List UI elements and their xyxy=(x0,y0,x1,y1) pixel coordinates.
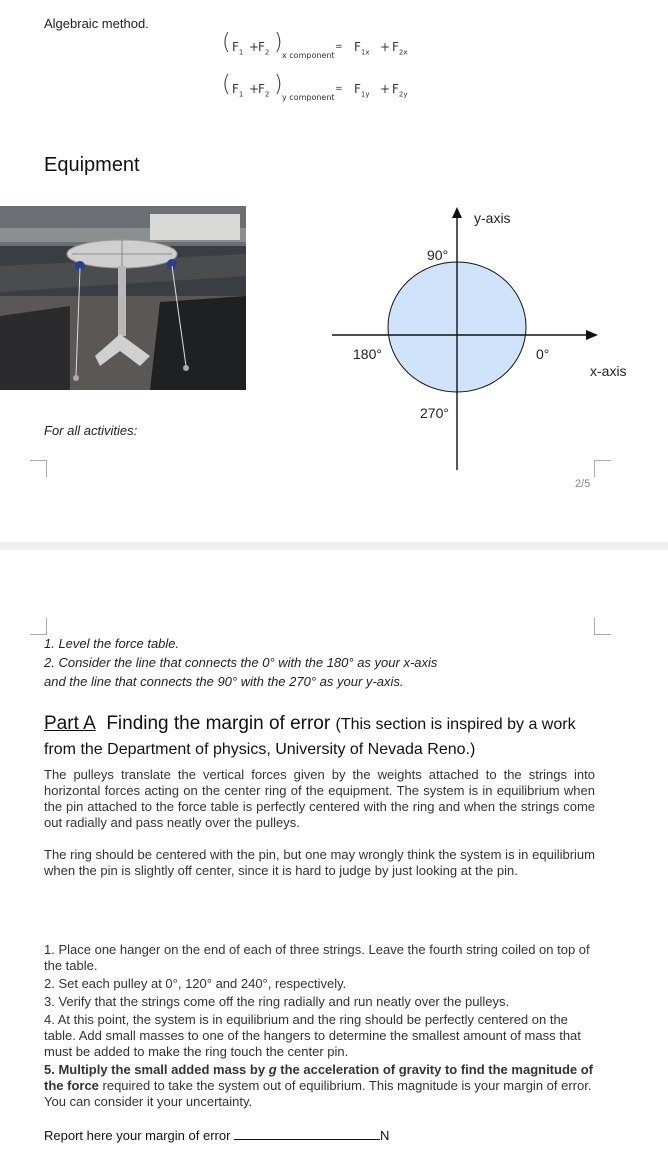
margin-of-error-blank[interactable] xyxy=(234,1139,380,1140)
intro-step-2-cont: and the line that connects the 90° with the 270° as your y-axis. xyxy=(44,674,404,689)
f2-symbol: $F_2$ xyxy=(258,82,270,99)
f1-symbol: $F_1$ xyxy=(232,82,244,99)
x-axis-arrow-icon xyxy=(586,330,598,340)
report-margin-row xyxy=(44,1128,389,1143)
part-a-label: Part A xyxy=(44,713,96,734)
component-label: y component xyxy=(282,93,335,102)
f1y-symbol: $F_{1y}$ xyxy=(354,82,370,99)
angle-180-label: 180° xyxy=(353,346,382,362)
angle-0-label: 0° xyxy=(536,346,550,362)
paragraph-1 xyxy=(44,767,595,831)
procedure-list xyxy=(44,942,595,1110)
page-corner-mark xyxy=(594,460,611,477)
page-number: 2/5 xyxy=(575,478,591,490)
f1-symbol: $F_1$ xyxy=(232,40,244,57)
procedure-step-3: 3. Verify that the strings come off the ring radially and run neatly over the pulleys. xyxy=(44,994,510,1009)
force-table-photo xyxy=(0,206,246,390)
part-a-title: Finding the margin of error xyxy=(106,713,331,734)
angle-270-label: 270° xyxy=(420,405,449,421)
equation-y-component: ( $F_1$ + $F_2$ ) y component = $F_{1y}$ + $F_{2y}$ xyxy=(222,72,408,102)
component-label: x component xyxy=(282,51,335,60)
f2x-symbol: $F_{2x}$ xyxy=(392,40,408,57)
equipment-heading: Equipment xyxy=(44,154,140,176)
x-axis-label: x-axis xyxy=(590,363,627,379)
angle-90-label: 90° xyxy=(427,247,449,263)
y-axis-arrow-icon xyxy=(452,207,462,218)
plus-sign: + xyxy=(249,40,260,54)
procedure-step-4: 4. At this point, the system is in equilibrium and the ring should be perfectly centered on the table. Add small masses to one of the hangers to determine the smallest amount of mass that must be added to make the ring touch the center pin. xyxy=(44,1012,581,1059)
paren-open: ( xyxy=(222,30,231,55)
algebraic-method-label: Algebraic method. xyxy=(44,16,149,31)
procedure-step-5: 5. Multiply the small added mass by g the acceleration of gravity to find the magnitude of the force required to take the system out of equilibrium. This magnitude is your margin of error. You can consider it your uncertainty. xyxy=(44,1062,594,1109)
page-separator xyxy=(0,542,668,550)
y-axis-label: y-axis xyxy=(474,210,511,226)
equals-sign: = xyxy=(335,84,343,94)
paragraph-1-text: The pulleys translate the vertical forces given by the weights attached to the strings into horizontal forces acting on the center ring of the equipment. The system is in equilibrium when the pin attached to the force table is perfectly centered with the ring and when the strings come out radially and pass neatly over the pulleys. xyxy=(44,767,595,830)
report-label: Report here your margin of error xyxy=(44,1128,231,1143)
axes-diagram xyxy=(330,205,640,475)
part-a-note: (This section is inspired by a work from the Department of physics, University of Nevada Reno.) xyxy=(44,716,576,758)
paragraph-2-text: The ring should be centered with the pin, but one may wrongly think the system is in equilibrium when the pin is slightly off center, since it is hard to judge by just looking at the pin. xyxy=(44,847,595,878)
f2y-symbol: $F_{2y}$ xyxy=(392,82,408,99)
f2-symbol: $F_2$ xyxy=(258,40,270,57)
page-corner-mark xyxy=(30,460,47,477)
paren-close: ) xyxy=(274,72,283,97)
paren-open: ( xyxy=(222,72,231,97)
part-a-heading xyxy=(44,712,609,762)
equals-sign: = xyxy=(335,42,343,52)
page-corner-mark xyxy=(594,618,611,635)
procedure-step-1: 1. Place one hanger on the end of each of three strings. Leave the fourth string coiled on top of the table. xyxy=(44,942,590,973)
intro-step-2: 2. Consider the line that connects the 0° with the 180° as your x-axis xyxy=(44,655,438,670)
plus-sign: + xyxy=(249,82,260,96)
paren-close: ) xyxy=(274,30,283,55)
equation-x-component: ( $F_1$ + $F_2$ ) x component = $F_{1x}$ + $F_{2x}$ xyxy=(222,30,408,60)
intro-step-1: 1. Level the force table. xyxy=(44,636,180,651)
f1x-symbol: $F_{1x}$ xyxy=(354,40,370,57)
for-all-activities: For all activities: xyxy=(44,423,138,438)
page-corner-mark xyxy=(30,618,47,635)
procedure-step-2: 2. Set each pulley at 0°, 120° and 240°, respectively. xyxy=(44,976,347,991)
report-unit: N xyxy=(380,1128,390,1143)
paragraph-2 xyxy=(44,847,595,879)
